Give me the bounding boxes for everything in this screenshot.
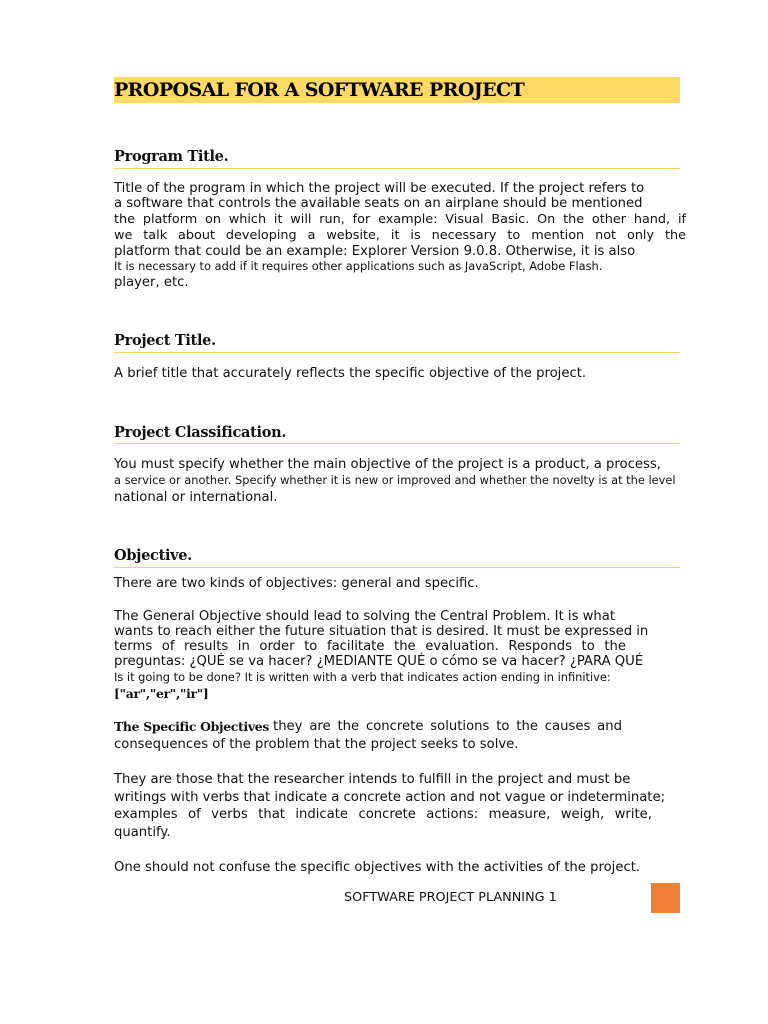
paragraph-line: consequences of the problem that the project seeks to solve. xyxy=(114,737,519,752)
paragraph-line: A brief title that accurately reflects the specific objective of the project. xyxy=(114,366,587,381)
paragraph-line: writings with verbs that indicate a concrete action and not vague or indeterminate; xyxy=(114,790,666,805)
heading-objective: Objective. xyxy=(114,547,192,564)
objective-closing: One should not confuse the specific objectives with the activities of the project. xyxy=(114,860,641,875)
heading-project-title: Project Title. xyxy=(114,332,216,349)
paragraph-line: They are those that the researcher intends to fulfill in the project and must be xyxy=(114,772,631,787)
paragraph-line: quantify. xyxy=(114,825,171,840)
paragraph-line: platform that could be an example: Explorer Version 9.0.8. Otherwise, it is also xyxy=(114,244,636,259)
paragraph-line: we talk about developing a website, it is necessary to mention not only the xyxy=(114,228,686,243)
paragraph-line: national or international. xyxy=(114,490,278,505)
paragraph-line: a software that controls the available seats on an airplane should be mentioned xyxy=(114,196,643,211)
objective-intro: There are two kinds of objectives: general and specific. xyxy=(114,576,479,591)
specific-objectives-line xyxy=(114,719,622,735)
paragraph-line: player, etc. xyxy=(114,275,189,290)
paragraph-line: Is it going to be done? It is written with a verb that indicates action ending in infinitive: xyxy=(114,670,611,684)
heading-rule xyxy=(114,443,680,444)
paragraph-line: Title of the program in which the project will be executed. If the project refers to xyxy=(114,181,645,196)
paragraph-line: terms of results in order to facilitate the evaluation. Responds to the xyxy=(114,639,626,654)
paragraph-line: examples of verbs that indicate concrete actions: measure, weigh, write, xyxy=(114,807,652,822)
page-footer-text: SOFTWARE PROJECT PLANNING 1 xyxy=(344,890,557,905)
paragraph-line: ["ar","er","ir"] xyxy=(114,686,209,701)
heading-program-title: Program Title. xyxy=(114,148,229,165)
paragraph-line: You must specify whether the main objective of the project is a product, a process, xyxy=(114,457,661,472)
paragraph-line: The General Objective should lead to solving the Central Problem. It is what xyxy=(114,609,616,624)
heading-project-classification: Project Classification. xyxy=(114,424,287,441)
document-title: PROPOSAL FOR A SOFTWARE PROJECT xyxy=(114,79,525,101)
footer-accent-box xyxy=(651,883,680,913)
paragraph-line: the platform on which it will run, for example: Visual Basic. On the other hand, if xyxy=(114,212,686,227)
paragraph-line: preguntas: ¿QUÉ se va hacer? ¿MEDIANTE QUÉ o cómo se va hacer? ¿PARA QUÉ xyxy=(114,654,644,669)
paragraph-line: It is necessary to add if it requires other applications such as JavaScript, Adobe Flash. xyxy=(114,259,603,273)
paragraph-line: wants to reach either the future situation that is desired. It must be expressed in xyxy=(114,624,649,639)
paragraph-line: they are the concrete solutions to the causes and xyxy=(273,719,622,734)
heading-rule xyxy=(114,168,680,169)
paragraph-line: a service or another. Specify whether it is new or improved and whether the novelty is at the level xyxy=(114,473,676,487)
heading-rule xyxy=(114,352,680,353)
specific-objectives-label: The Specific Objectives xyxy=(114,719,270,734)
heading-rule xyxy=(114,567,680,568)
